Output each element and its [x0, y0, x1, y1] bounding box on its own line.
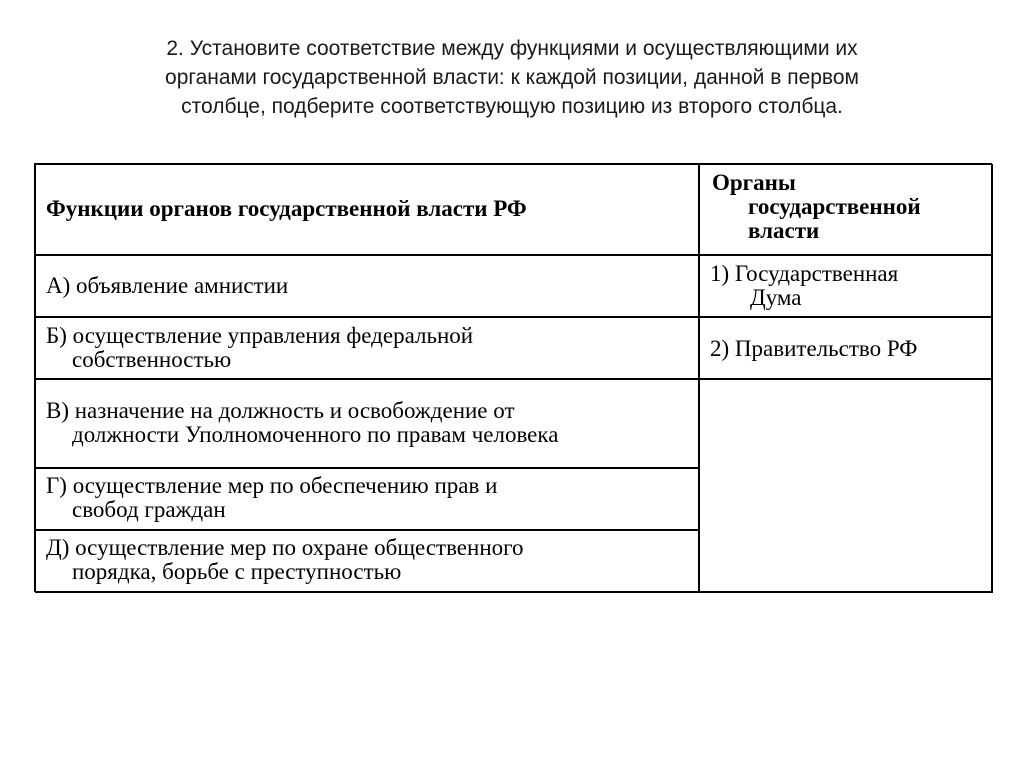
task-line-1: 2. Установите соответствие между функциями и осуществляющими их: [166, 37, 858, 60]
header-functions: [35, 164, 699, 255]
function-g-line-2: свобод граждан: [72, 497, 226, 522]
task-line-3: столбце, подберите соответствующую позицию из второго столбца.: [181, 95, 843, 118]
task-text: [60, 34, 964, 121]
header-organs-line-2: государственной: [748, 194, 921, 219]
function-row-d: [35, 530, 699, 593]
function-b-line-2: собственностью: [72, 347, 232, 372]
header-organs: [699, 164, 993, 255]
function-row-a: [35, 255, 699, 317]
organ-1-line-2: Дума: [750, 285, 802, 310]
matching-table: [34, 163, 992, 592]
organ-row-1: [699, 255, 993, 317]
task-line-2: органами государственной власти: к каждой позиции, данной в первом: [165, 66, 859, 89]
function-row-v: [35, 379, 699, 468]
header-functions-label: Функции органов государственной власти РФ: [46, 196, 527, 221]
function-row-b: [35, 317, 699, 379]
function-b-line-1: Б) осуществление управления федеральной: [46, 323, 474, 348]
organ-2-text: 2) Правительство РФ: [710, 336, 918, 361]
header-organs-line-1: Органы: [712, 170, 796, 195]
organ-row-2: [699, 317, 993, 379]
function-v-line-2: должности Уполномоченного по правам человека: [72, 422, 559, 447]
function-row-g: [35, 468, 699, 530]
function-d-line-1: Д) осуществление мер по охране общественного: [46, 535, 524, 560]
organ-empty-cell: [699, 379, 993, 593]
header-organs-line-3: власти: [748, 218, 820, 243]
organ-1-line-1: 1) Государственная: [710, 261, 899, 286]
function-v-line-1: В) назначение на должность и освобождение от: [46, 398, 515, 423]
function-a-text: А) объявление амнистии: [46, 273, 289, 298]
function-d-line-2: порядка, борьбе с преступностью: [72, 559, 402, 584]
function-g-line-1: Г) осуществление мер по обеспечению прав и: [46, 473, 498, 498]
